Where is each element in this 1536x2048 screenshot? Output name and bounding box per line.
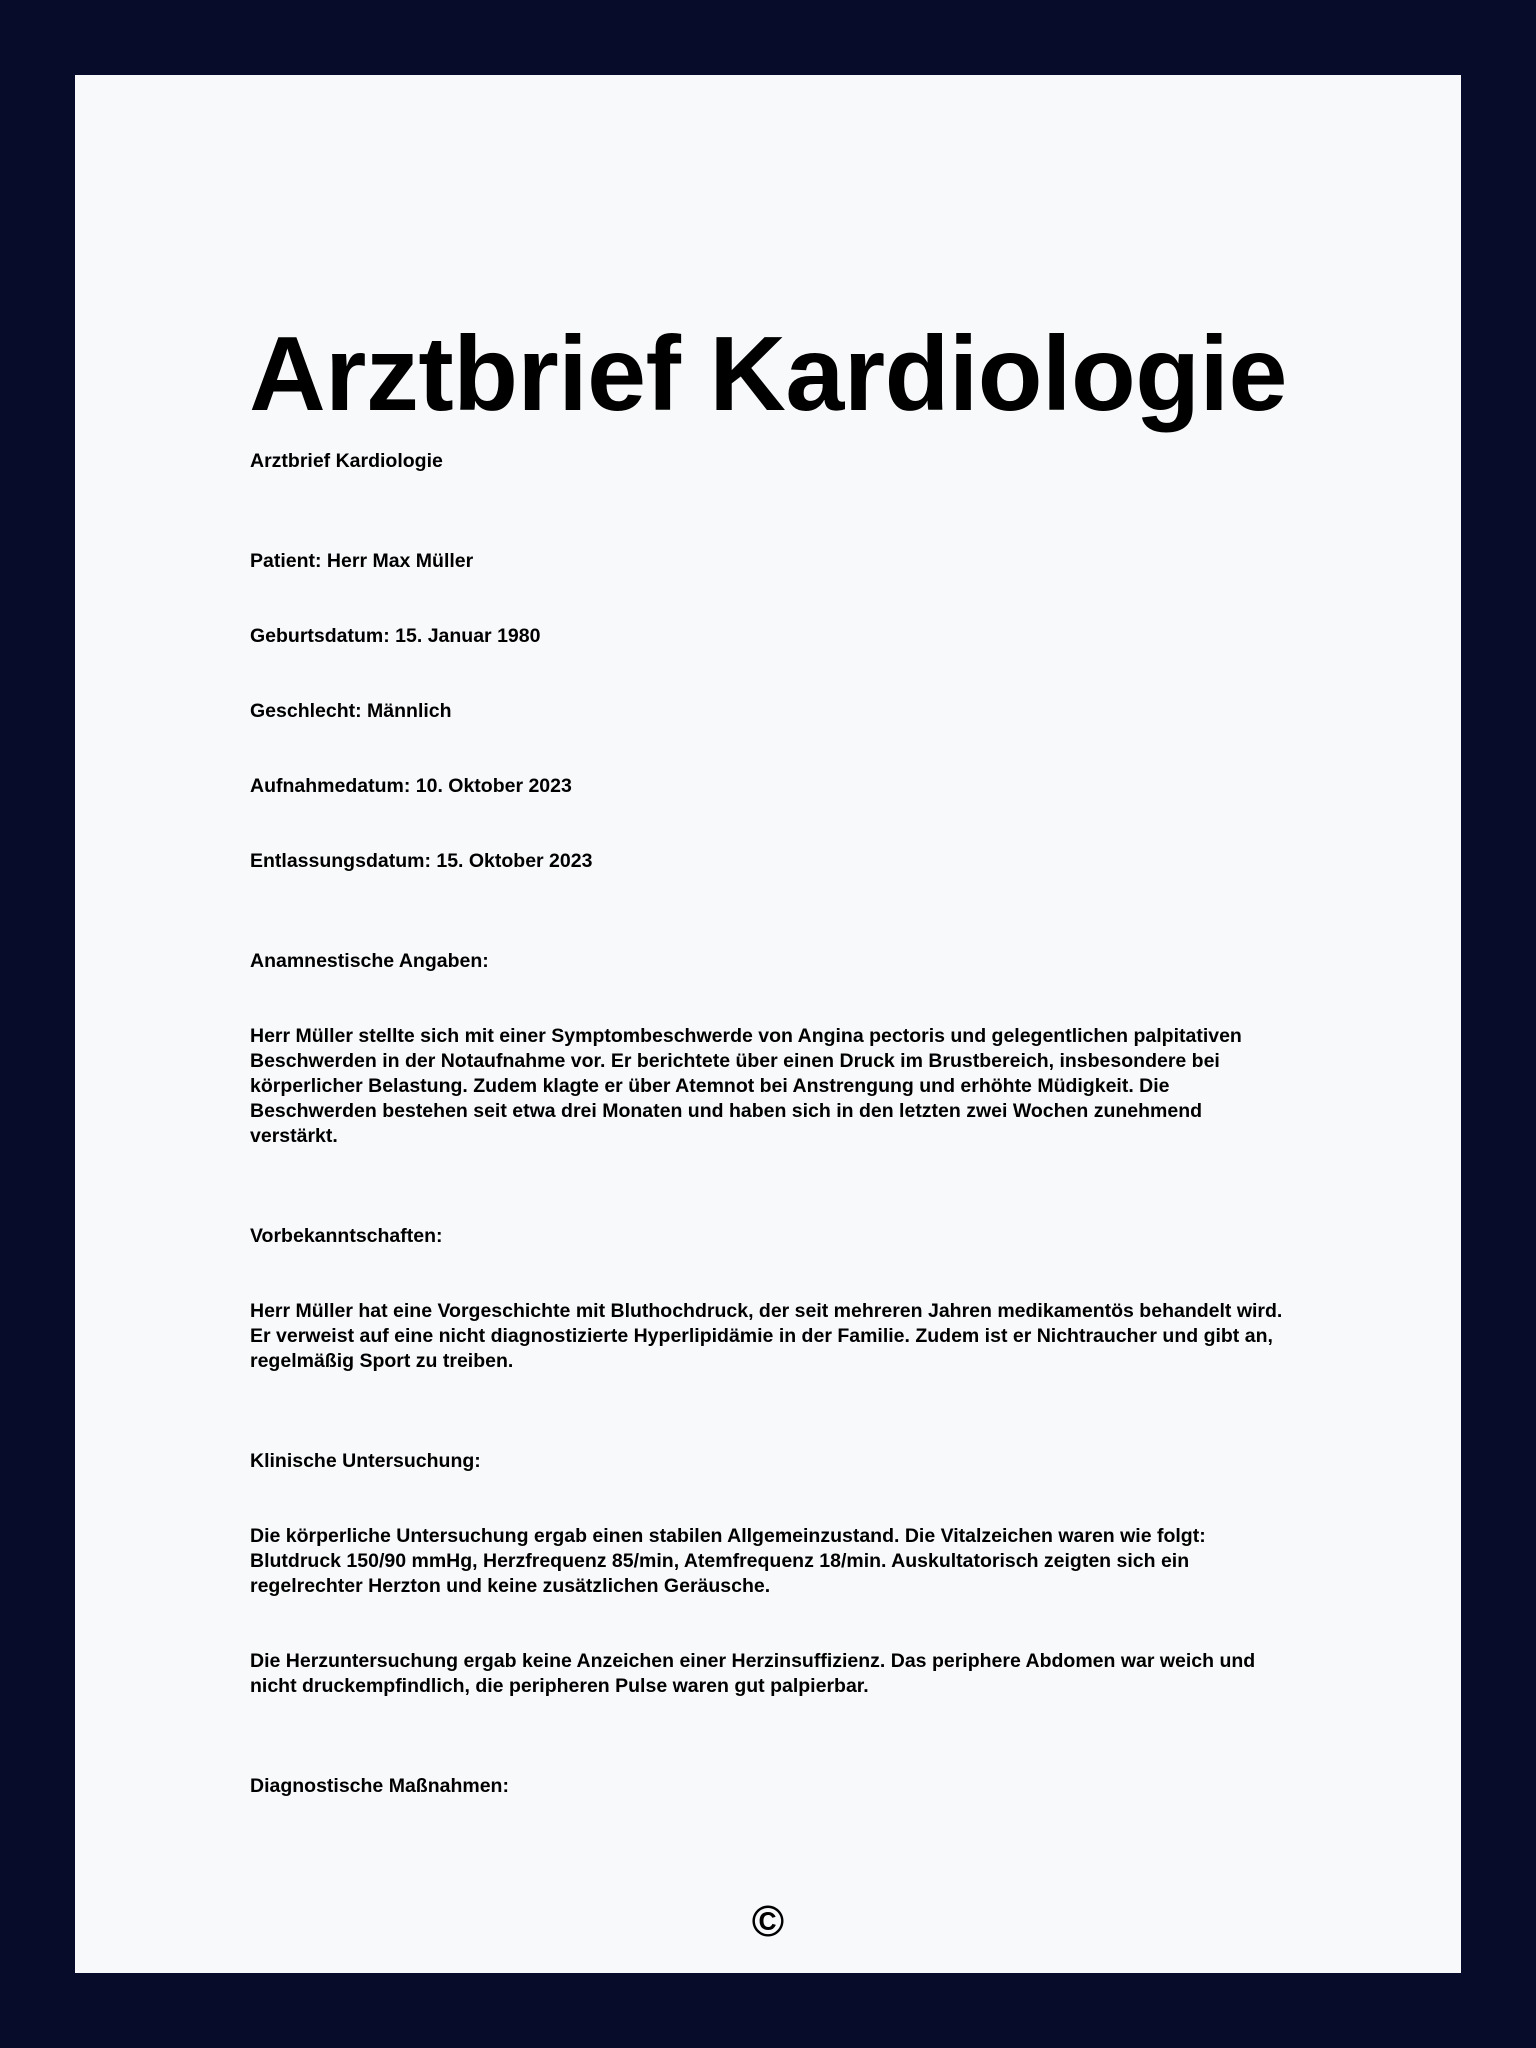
page-title: Arztbrief Kardiologie — [249, 315, 1287, 433]
exam-text-2: Die Herzuntersuchung ergab keine Anzeichen einer Herzinsuffizienz. Das periphere Abdomen war weich und nicht druckempfindlich, die peripheren Pulse waren gut palpierbar. — [250, 1650, 1256, 1697]
anamnesis-text: Herr Müller stellte sich mit einer Symptombeschwerde von Angina pectoris und gelegentlichen palpitativen Beschwerden in der Notaufnahme vor. Er berichtete über einen Druck im Brustbereich, insbesondere bei körperlicher Belastung. Zudem klagte er über Atemnot bei Anstrengung und erhöhte Müdigkeit. Die Beschwerden bestehen seit etwa drei Monaten und haben sich in den letzten zwei Wochen zunehmend verstärkt. — [250, 1025, 1242, 1147]
birthdate: Geburtsdatum: 15. Januar 1980 — [250, 625, 541, 647]
history-heading: Vorbekanntschaften: — [250, 1225, 443, 1247]
exam-text-1: Die körperliche Untersuchung ergab einen stabilen Allgemeinzustand. Die Vitalzeichen waren wie folgt: Blutdruck 150/90 mmHg, Herzfrequenz 85/min, Atemfrequenz 18/min. Auskultatorisch zeigten sich ein regelrechter Herzton und keine zusätzlichen Geräusche. — [250, 1525, 1206, 1597]
document-page — [75, 75, 1461, 1973]
anamnesis-heading: Anamnestische Angaben: — [250, 950, 489, 972]
sex: Geschlecht: Männlich — [250, 700, 452, 722]
exam-heading: Klinische Untersuchung: — [250, 1450, 481, 1472]
history-text: Herr Müller hat eine Vorgeschichte mit Bluthochdruck, der seit mehreren Jahren medikamentös behandelt wird. Er verweist auf eine nicht diagnostizierte Hyperlipidämie in der Familie. Zudem ist er Nichtraucher und gibt an, regelmäßig Sport zu treiben. — [250, 1300, 1283, 1372]
copyright-icon: © — [751, 1897, 785, 1946]
document-subtitle: Arztbrief Kardiologie — [250, 450, 443, 472]
discharge-date: Entlassungsdatum: 15. Oktober 2023 — [250, 850, 593, 872]
patient-name: Patient: Herr Max Müller — [250, 550, 474, 572]
diagnostics-heading: Diagnostische Maßnahmen: — [250, 1775, 509, 1797]
admission-date: Aufnahmedatum: 10. Oktober 2023 — [250, 775, 572, 797]
